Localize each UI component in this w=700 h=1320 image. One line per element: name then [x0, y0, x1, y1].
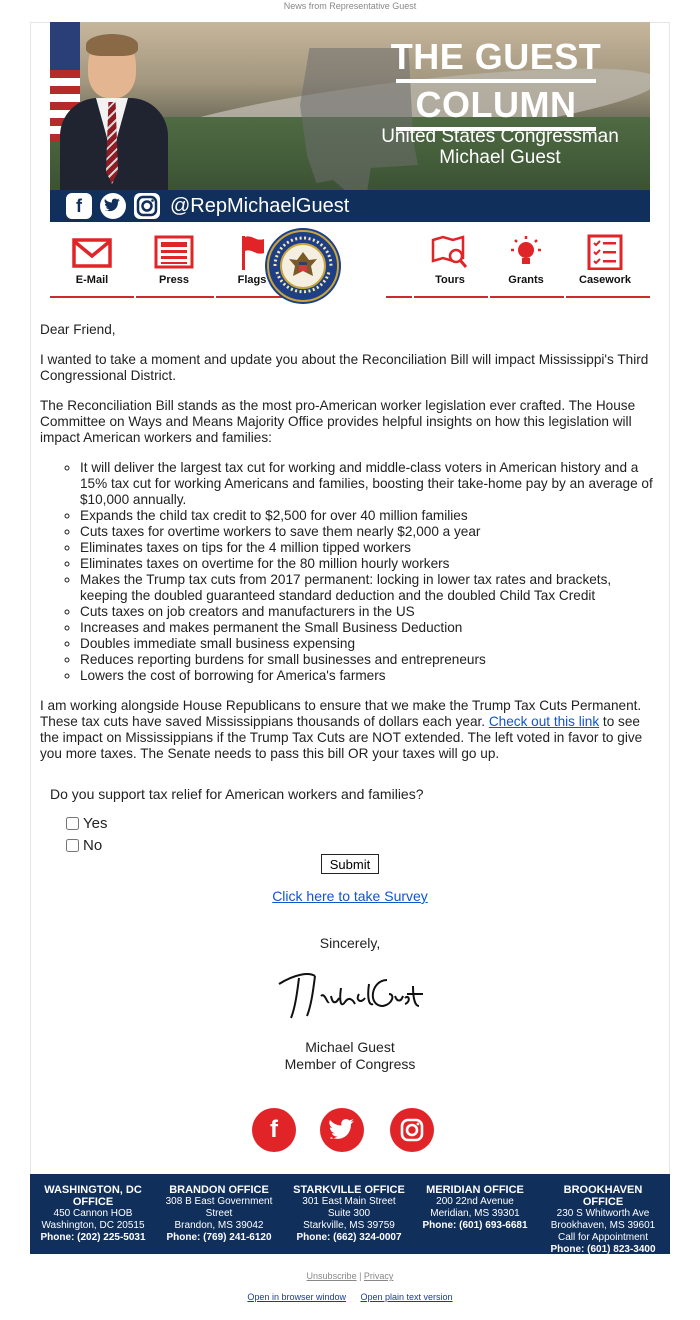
privacy-link[interactable]: Privacy — [363, 1271, 394, 1281]
list-item: ◦ Makes the Trump tax cuts from 2017 permanent: locking in lower tax rates and brackets, keeping the doubled guaranteed standard deduction and the doubled Child Tax Credit — [80, 572, 662, 604]
facebook-icon[interactable]: f — [66, 193, 92, 219]
instagram-link[interactable] — [390, 1108, 434, 1152]
greeting: Dear Friend, — [40, 322, 116, 337]
list-item: ◦ It will deliver the largest tax cut for working and middle-class voters in American history and a 15% tax cut for working Americans and families, boosting their take-home pay by an average of $10,000 annually. — [80, 460, 662, 508]
submit-button[interactable]: Submit — [321, 854, 379, 874]
instagram-icon[interactable] — [134, 193, 160, 219]
social-handle: @RepMichaelGuest — [170, 195, 350, 217]
social-handle-bar — [50, 190, 650, 222]
office-meridian: MERIDIAN OFFICE 200 22nd Avenue Meridian, MS 39301 Phone: (601) 693-6681 — [422, 1184, 528, 1231]
lightbulb-icon — [506, 234, 546, 270]
office-locations-bar — [30, 1174, 670, 1254]
column-title — [386, 38, 606, 134]
signer-name: Michael Guest — [305, 1039, 395, 1055]
column-subtitle: United States Congressman Michael Guest — [381, 126, 619, 168]
facebook-icon: f — [270, 1116, 278, 1143]
nav-email[interactable]: E-Mail — [52, 228, 132, 300]
survey-link-row — [0, 888, 700, 904]
tax-impact-link[interactable]: Check out this link — [488, 714, 600, 729]
header-banner — [50, 22, 650, 222]
signature-image — [275, 966, 425, 1021]
map-search-icon — [430, 234, 470, 270]
take-survey-link[interactable]: Click here to take Survey — [272, 888, 428, 904]
unsubscribe-link[interactable]: Unsubscribe — [306, 1271, 357, 1281]
survey-question: Do you support tax relief for American workers and families? — [50, 786, 424, 802]
paragraph-1: I wanted to take a moment and update you about the Reconciliation Bill will impact Mississippi's Third Congressional District. — [40, 352, 649, 383]
nav-flags[interactable]: Flags — [212, 228, 292, 300]
instagram-icon — [390, 1108, 434, 1152]
no-checkbox[interactable] — [66, 839, 79, 852]
plain-text-link[interactable]: Open plain text version — [360, 1292, 453, 1302]
list-item: ◦ Reduces reporting burdens for small businesses and entrepreneurs — [80, 652, 662, 668]
title-line-2: COLUMN — [415, 84, 577, 125]
letter-body — [40, 322, 662, 776]
sincerely-text: Sincerely, — [319, 935, 381, 951]
envelope-icon — [72, 234, 112, 270]
option-yes[interactable]: Yes — [66, 812, 650, 834]
signer-role: Member of Congress — [284, 1056, 416, 1072]
office-brookhaven: BROOKHAVEN OFFICE 230 S Whitworth Ave Brookhaven, MS 39601 Call for Appointment Phone: (601) 823-3400 — [550, 1184, 656, 1255]
list-item: ◦ Cuts taxes on job creators and manufacturers in the US — [80, 604, 662, 620]
nav-tours[interactable]: Tours — [410, 228, 490, 300]
paragraph-2: The Reconciliation Bill stands as the most pro-American worker legislation ever crafted. The House Committee on Ways and Means Majority Office provides helpful insights on how this legislation will impact American workers and families: — [40, 398, 636, 445]
nav-press[interactable]: Press — [134, 228, 214, 300]
list-item: ◦ Eliminates taxes on overtime for the 80 million hourly workers — [80, 556, 662, 572]
facebook-link[interactable] — [252, 1108, 296, 1152]
list-item: ◦ Doubles immediate small business expensing — [80, 636, 662, 652]
nav-casework[interactable]: Casework — [565, 228, 645, 300]
twitter-link[interactable] — [320, 1108, 364, 1152]
congressman-portrait — [58, 32, 170, 192]
yes-checkbox[interactable] — [66, 817, 79, 830]
office-starkville: STARKVILLE OFFICE 301 East Main Street Suite 300 Starkville, MS 39759 Phone: (662) 324-0007 — [293, 1184, 405, 1243]
footer-view-links — [0, 1292, 700, 1302]
option-no[interactable]: No — [66, 834, 650, 856]
list-item: ◦ Cuts taxes for overtime workers to save them nearly $2,000 a year — [80, 524, 662, 540]
footer-links: Unsubscribe | Privacy — [306, 1271, 394, 1281]
office-brandon: BRANDON OFFICE 308 B East Government Street Brandon, MS 39042 Phone: (769) 241-6120 — [165, 1184, 273, 1243]
nav-grants[interactable]: Grants — [486, 228, 566, 300]
preheader-text: News from Representative Guest — [283, 1, 417, 11]
title-line-1: THE GUEST — [390, 36, 602, 77]
paragraph-3: I am working alongside House Republicans to ensure that we make the Trump Tax Cuts Permanent. These tax cuts have saved Mississippians thousands of dollars each year. Check out this link to see the impact on Mississippians if the Trump Tax Cuts are NOT extended. The left voted in favor to give you more taxes. The Senate needs to pass this bill OR your taxes will go up. — [40, 698, 643, 761]
twitter-icon — [320, 1108, 364, 1152]
browser-view-link[interactable]: Open in browser window — [247, 1292, 346, 1302]
twitter-icon[interactable] — [100, 193, 126, 219]
checklist-icon — [585, 234, 625, 270]
list-item: ◦ Increases and makes permanent the Small Business Deduction — [80, 620, 662, 636]
list-item: ◦ Lowers the cost of borrowing for America's farmers — [80, 668, 662, 684]
office-washington: WASHINGTON, DC OFFICE 450 Cannon HOB Washington, DC 20515 Phone: (202) 225-5031 — [40, 1184, 146, 1243]
survey-form — [50, 786, 650, 856]
list-item: ◦ Eliminates taxes on tips for the 4 million tipped workers — [80, 540, 662, 556]
quick-links-nav — [50, 228, 650, 300]
house-seal-logo — [263, 226, 343, 306]
benefits-list — [40, 460, 662, 684]
newspaper-icon — [154, 234, 194, 270]
list-item: ◦ Expands the child tax credit to $2,500 for over 40 million families — [80, 508, 662, 524]
